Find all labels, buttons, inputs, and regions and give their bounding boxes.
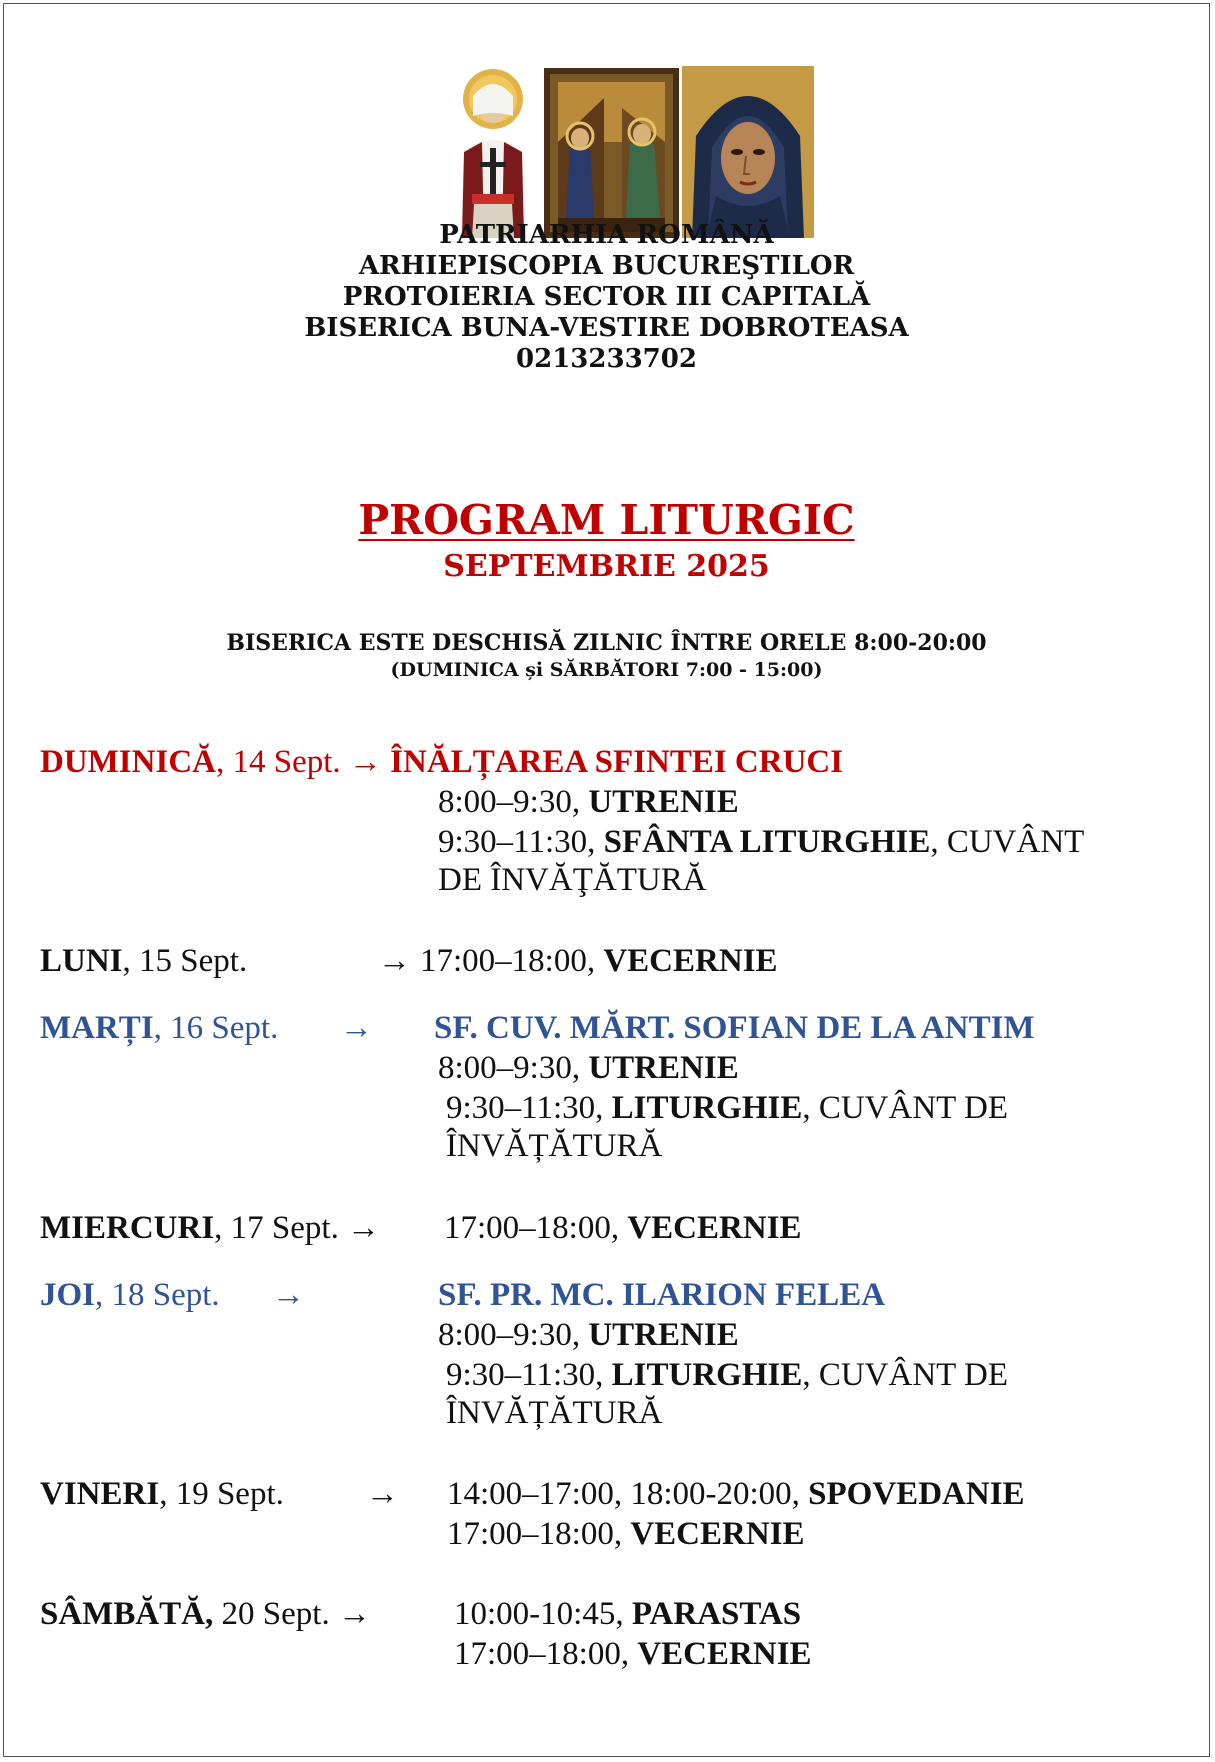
service-name: LITURGHIE	[611, 1357, 803, 1393]
service-time: 9:30–11:30,	[438, 824, 604, 860]
service-line	[446, 1355, 1008, 1395]
service-line	[438, 782, 739, 822]
service-note: , CUVÂNT DE	[802, 1090, 1008, 1126]
day-date: , 15 Sept.	[122, 943, 248, 979]
service-time: 9:30–11:30,	[446, 1357, 612, 1393]
service-name: UTRENIE	[588, 1317, 739, 1353]
arrow: →	[366, 1476, 399, 1512]
day-date: 20 Sept. →	[213, 1596, 371, 1632]
header-phone: 0213233702	[516, 344, 697, 374]
service-line	[447, 1514, 805, 1554]
feast-name: ÎNĂLȚAREA SFINTEI CRUCI	[390, 744, 844, 780]
service-name: UTRENIE	[588, 784, 739, 820]
schedule-entry-saturday-header	[40, 1594, 371, 1634]
arrow: →	[340, 1010, 373, 1046]
service-time: 17:00–18:00,	[447, 1516, 631, 1552]
opening-hours: BISERICA ESTE DESCHISĂ ZILNIC ÎNTRE ORELE 8:00-20:00	[226, 630, 987, 656]
saint-icon-image	[446, 66, 540, 238]
service-time: 17:00–18:00,	[454, 1636, 638, 1672]
day-date: , 17 Sept. →	[214, 1210, 381, 1246]
service-line-continued: ÎNVĂȚĂTURĂ	[446, 1128, 663, 1164]
schedule-entry-wednesday-header	[40, 1208, 380, 1248]
day-name: JOI	[40, 1277, 96, 1313]
service-name: SFÂNTA LITURGHIE	[603, 824, 931, 860]
header-patriarchate: PATRIARHIA ROMÂNĂ	[439, 220, 774, 250]
service-time: 14:00–17:00, 18:00-20:00,	[447, 1476, 809, 1512]
service-note: , CUVÂNT	[930, 824, 1085, 860]
day-name: LUNI	[40, 943, 123, 979]
feast-name	[438, 1275, 885, 1315]
header-church-name: BISERICA BUNA-VESTIRE DOBROTEASA	[304, 313, 909, 343]
arrow: →	[272, 1277, 305, 1313]
service-line	[438, 822, 1084, 862]
schedule-entry-thursday-header	[40, 1275, 220, 1315]
service-line-continued: DE ÎNVĂŢĂTURĂ	[438, 862, 707, 898]
program-month: SEPTEMBRIE 2025	[443, 549, 770, 584]
schedule-entry-tuesday-header	[40, 1008, 278, 1048]
arrow: →	[378, 943, 411, 979]
day-date: , 18 Sept.	[95, 1277, 220, 1313]
service-time: 17:00–18:00,	[444, 1210, 628, 1246]
day-date: , 16 Sept.	[153, 1010, 279, 1046]
service-name: LITURGHIE	[611, 1090, 803, 1126]
service-note: , CUVÂNT DE	[802, 1357, 1008, 1393]
service-line	[446, 1088, 1008, 1128]
service-line	[444, 1208, 802, 1248]
service-time: 17:00–18:00,	[420, 943, 604, 979]
service-name: VECERNIE	[627, 1210, 802, 1246]
service-line	[454, 1634, 812, 1674]
schedule-entry-friday-header	[40, 1474, 284, 1514]
day-name: MARȚI	[40, 1010, 154, 1046]
service-name: VECERNIE	[630, 1516, 805, 1552]
service-name: PARASTAS	[631, 1596, 802, 1632]
service-name: VECERNIE	[603, 943, 778, 979]
day-date: , 14 Sept. →	[216, 744, 382, 780]
day-name: MIERCURI	[40, 1210, 215, 1246]
service-line	[438, 1315, 739, 1355]
feast-name-text: SF. CUV. MĂRT. SOFIAN DE LA ANTIM	[434, 1010, 1035, 1046]
service-name: SPOVEDANIE	[808, 1476, 1025, 1512]
schedule-entry-sunday-header	[40, 742, 843, 782]
service-line	[438, 1048, 739, 1088]
program-title: PROGRAM LITURGIC	[358, 496, 855, 544]
sunday-hours: (DUMINICA și SĂRBĂTORI 7:00 - 15:00)	[390, 659, 823, 681]
service-line	[454, 1594, 801, 1634]
service-line	[447, 1474, 1025, 1514]
feast-name	[434, 1008, 1035, 1048]
header-deanery: PROTOIERIA SECTOR III CAPITALĂ	[342, 282, 871, 312]
service-time: 8:00–9:30,	[438, 1317, 589, 1353]
theotokos-icon-image	[682, 66, 814, 238]
day-name: VINERI	[40, 1476, 160, 1512]
annunciation-icon-image	[544, 68, 679, 238]
service-name: UTRENIE	[588, 1050, 739, 1086]
service-name: VECERNIE	[637, 1636, 812, 1672]
service-line	[420, 941, 778, 981]
feast-name-text: SF. PR. MC. ILARION FELEA	[438, 1277, 886, 1313]
service-line-continued: ÎNVĂȚĂTURĂ	[446, 1395, 663, 1431]
service-time: 8:00–9:30,	[438, 1050, 589, 1086]
day-date: , 19 Sept.	[159, 1476, 284, 1512]
day-name: SÂMBĂTĂ,	[40, 1596, 214, 1632]
header-archdiocese: ARHIEPISCOPIA BUCUREŞTILOR	[358, 251, 855, 281]
schedule-entry-monday-header	[40, 941, 247, 981]
service-time: 9:30–11:30,	[446, 1090, 612, 1126]
service-time: 8:00–9:30,	[438, 784, 589, 820]
day-name: DUMINICĂ	[40, 744, 216, 780]
document-page	[3, 3, 1210, 1757]
service-time: 10:00-10:45,	[454, 1596, 632, 1632]
